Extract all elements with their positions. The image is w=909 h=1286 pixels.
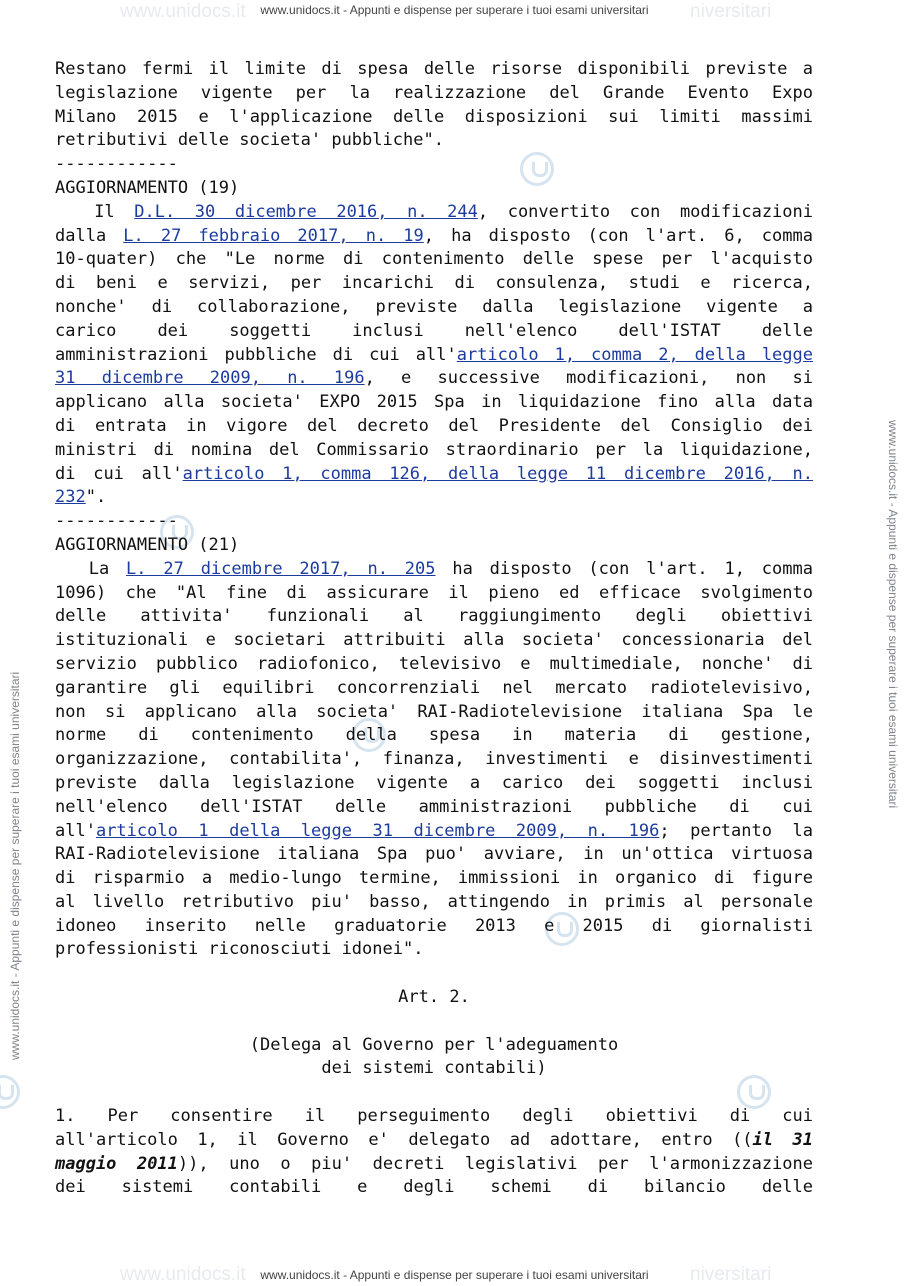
text-line [55, 225, 813, 249]
text-line: professionisti riconosciuti idonei". [55, 939, 424, 960]
update-19-title: AGGIORNAMENTO (19) [55, 177, 240, 198]
legge-232-2016-link[interactable]: 232 [55, 487, 86, 508]
text-line: ministri di nomina del Commissario straordinario per la liquidazione, [55, 439, 813, 460]
separator: ------------ [55, 511, 178, 532]
text-line [55, 201, 813, 225]
text-line: Restano fermi il limite di spesa delle risorse disponibili previste a [55, 59, 813, 79]
separator: ------------ [55, 154, 178, 175]
text-line: legislazione vigente per la realizzazione del Grande Evento Expo [55, 82, 813, 103]
unidocs-logo-icon [0, 1075, 20, 1109]
text-fragment: , ha disposto (con l'art. 6, comma [423, 225, 813, 246]
text-line: applicano alla societa' EXPO 2015 Spa in liquidazione fino alla data [55, 392, 813, 413]
text-fragment: di cui all' [55, 463, 183, 484]
text-line: nell'elenco dell'ISTAT delle amministrazioni pubbliche di cui [55, 796, 813, 817]
text-line [55, 367, 813, 391]
text-line: garantire gli equilibri concorrenziali nel mercato radiotelevisivo, [55, 677, 813, 698]
document-body [55, 58, 813, 1200]
legge-232-2016-link[interactable]: articolo 1, comma 126, della legge 11 dicembre 2016, n. [182, 463, 813, 484]
text-fragment: , e successive modificazioni, non si [364, 368, 813, 389]
text-line [55, 558, 813, 582]
text-line: delle attivita' funzionali al raggiungimento degli obiettivi [55, 606, 813, 627]
text-fragment: ha disposto (con l'art. 1, comma [435, 558, 813, 579]
text-fragment: dalla [55, 225, 124, 246]
text-line: Milano 2015 e l'applicazione delle disposizioni sui limiti massimi [55, 106, 813, 127]
update-21-title: AGGIORNAMENTO (21) [55, 534, 240, 555]
left-side-watermark: www.unidocs.it - Appunti e dispense per superare i tuoi esami universitari [8, 671, 22, 1060]
text-fragment: amministrazioni pubbliche di cui all' [55, 344, 457, 365]
italic-date: il 31 [752, 1129, 813, 1150]
text-line [55, 344, 813, 368]
text-line: 1. Per consentire il perseguimento degli obiettivi di cui [55, 1106, 813, 1127]
text-line [55, 1129, 813, 1153]
text-line: previste dalla legislazione vigente a carico dei soggetti inclusi [55, 772, 813, 793]
text-line: di risparmio a medio-lungo termine, immissioni in organico di figure [55, 868, 813, 889]
header-watermark: www.unidocs.it - Appunti e dispense per superare i tuoi esami universitari [260, 3, 649, 17]
text-line [55, 463, 813, 487]
text-line [55, 820, 813, 844]
text-line: istituzionali e societari attribuiti alla societa' concessionaria del [55, 630, 813, 651]
footer-watermark: www.unidocs.it - Appunti e dispense per superare i tuoi esami universitari [260, 1268, 649, 1282]
text-fragment: , convertito con modificazioni [477, 201, 813, 222]
text-line: 1096) che "Al fine di assicurare il pieno ed efficace svolgimento [55, 582, 813, 603]
right-side-watermark: www.unidocs.it - Appunti e dispense per superare i tuoi esami universitari [886, 420, 900, 809]
legge-196-2009-link[interactable]: 31 dicembre 2009, n. 196 [55, 368, 365, 389]
text-line: non si applicano alla societa' RAI-Radiotelevisione italiana Spa le [55, 701, 813, 722]
text-line: carico dei soggetti inclusi nell'elenco dell'ISTAT delle [55, 320, 813, 341]
text-fragment: all' [55, 820, 96, 841]
text-line: 10-quater) che "Le norme di contenimento delle spese per l'acquisto [55, 249, 813, 270]
text-line: RAI-Radiotelevisione italiana Spa puo' avviare, in un'ottica virtuosa [55, 844, 813, 865]
text-fragment: all'articolo 1, il Governo e' delegato ad adottare, entro (( [55, 1129, 753, 1150]
l-205-2017-link[interactable]: L. 27 dicembre 2017, n. 205 [126, 558, 436, 579]
legge-196-2009-link[interactable]: articolo 1, comma 2, della legge [456, 344, 814, 365]
ghost-watermark-bottom-right: niversitari [690, 1264, 772, 1285]
ghost-watermark-top: www.unidocs.it [120, 1, 246, 22]
ghost-watermark-top-right: niversitari [690, 1, 772, 22]
text-line: norme di contenimento della spesa in materia di gestione, [55, 725, 813, 746]
dl-244-2016-link[interactable]: D.L. 30 dicembre 2016, n. 244 [134, 201, 478, 222]
text-fragment: Il [55, 201, 135, 222]
text-line: retributivi delle societa' pubbliche". [55, 130, 444, 151]
text-line [55, 486, 813, 510]
l-19-2017-link[interactable]: L. 27 febbraio 2017, n. 19 [123, 225, 424, 246]
italic-date: maggio 2011 [55, 1153, 178, 1174]
text-line: al livello retributivo piu' basso, attingendo in primis al personale [55, 891, 813, 912]
article-title: dei sistemi contabili) [321, 1058, 547, 1079]
text-line: idoneo inserito nelle graduatorie 2013 e 2015 di giornalisti [55, 915, 813, 936]
article-heading: Art. 2. [398, 987, 470, 1008]
text-line: nonche' di collaborazione, previste dalla legislazione vigente a [55, 296, 813, 317]
text-fragment: La [55, 558, 127, 579]
text-line: di beni e servizi, per incarichi di consulenza, studi e ricerca, [55, 273, 813, 294]
text-line [55, 1153, 813, 1177]
text-fragment: )), uno o piu' decreti legislativi per l'armonizzazione [177, 1153, 813, 1174]
text-line: servizio pubblico radiofonico, televisivo e multimediale, nonche' di [55, 653, 813, 674]
text-fragment: ". [85, 487, 107, 508]
text-line: di entrata in vigore del decreto del Presidente del Consiglio dei [55, 415, 813, 436]
legge-196-2009-link[interactable]: articolo 1 della legge 31 dicembre 2009, n. 196 [95, 820, 660, 841]
text-line: organizzazione, contabilita', finanza, investimenti e disinvestimenti [55, 749, 813, 770]
text-line: dei sistemi contabili e degli schemi di bilancio delle [55, 1177, 813, 1198]
article-title: (Delega al Governo per l'adeguamento [249, 1034, 619, 1055]
text-fragment: ; pertanto la [659, 820, 813, 841]
ghost-watermark-bottom: www.unidocs.it [120, 1264, 246, 1285]
